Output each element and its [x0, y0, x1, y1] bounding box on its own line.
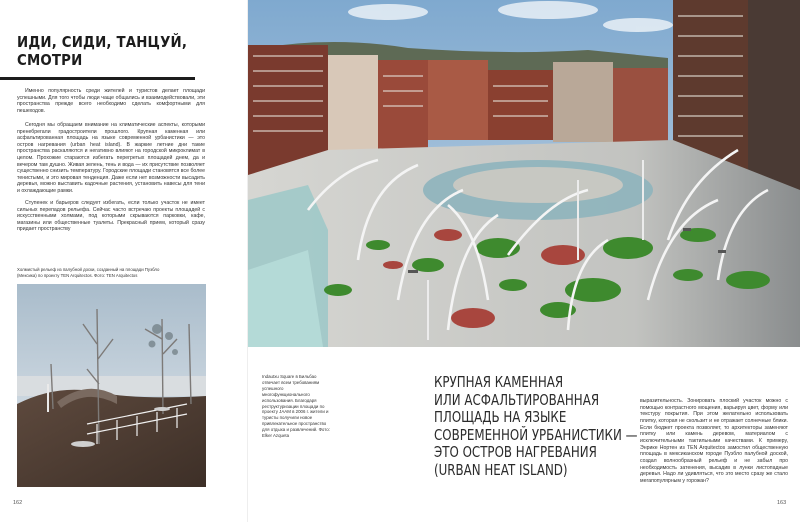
pull-quote-line: КРУПНАЯ КАМЕННАЯ [434, 373, 564, 391]
body-paragraph: выразительность. Зонировать плоский участок можно с помощью контрастного мощения, варьируя цвет, форму или текстуру покрытия. При этом желательно использовать плитку, которая не скользит и не отражает солнечные блики. Если бюджет проекта позволяет, то архитекторы заменяют плитку или камень деревом, материалом с исключительными тактильными качествами. К примеру, Энрике Нортен из TEN Arquitectos замостил общественную площадь в мексиканском городе Пуэбло палубной доской, создал волнообразный рельеф и не забыл про необходимость затенения, высадив в лунки листопадные деревья. Надо ли удивляться, что это место сразу же стало мегапопулярным у горожан? [640, 398, 788, 484]
pull-quote [434, 373, 638, 480]
title-divider [0, 77, 195, 80]
photo-caption: Холмистый рельеф из палубной доски, созданный на площади Пуэбло (Мексика) по проекту TEN Arquitectos. Фото: TEN Arquitectos [17, 267, 160, 278]
body-paragraph [17, 200, 205, 233]
paragraph-text: Именно популярность среди жителей и туристов делает площади успешными. Для того чтобы люди чаще общались и взаимодействовали, эти пространства прежде всего необходимо сделать комфортными для пешеходов. [17, 88, 205, 114]
page-number: 162 [13, 500, 23, 506]
photo-puebla-plaza [17, 284, 206, 487]
photo-caption: Indautxu Square в Бильбао отвечает всем требованиям успешного многофункционального использования. Благодаря реструктуризации площади по проекту JAAM в 2006 г. жители и туристы получили новое привлекательное пространство для отдыха и развлечений. Фото: Elker Azqueta [262, 374, 330, 439]
pull-quote-line: ЭТО ОСТРОВ НАГРЕВАНИЯ [434, 443, 597, 462]
pull-quote-line: ИЛИ АСФАЛЬТИРОВАННАЯ [434, 390, 600, 409]
pull-quote-line: ПЛОЩАДЬ НА ЯЗЫКЕ [434, 408, 567, 427]
paragraph-text: Сегодня мы обращаем внимание на климатические аспекты, которыми пренебрегали градостроители прошлого. Крупная каменная или асфальтированная площадь на языке современной урбанистики — это остров нагревания (urban heat island). В жаркие летние дни такие пространства раскаляются и негативно влияют на городской микроклимат в целом. Прохожие стараются избегать перегретых площадей днем, да и вечером там душно. Живая зелень, тень и вода — их присутствие позволяет существенно снизить температуру. Городские площади становятся все более тенистыми, и это мировая тенденция. Даже если нет возможности высадить деревья, можно выставить кадочные растения, установить навесы для тени и охлаждающие рамки. [17, 122, 205, 194]
page-number: 163 [777, 500, 787, 506]
title-line: ИДИ, СИДИ, ТАНЦУЙ, [17, 33, 188, 51]
body-paragraph [17, 88, 205, 114]
photo-indautxu-square [248, 0, 800, 347]
pull-quote-line: (URBAN HEAT ISLAND) [434, 460, 568, 479]
paragraph-text: Ступенек и барьеров следует избегать, если только участок не имеет сильных перепадов рельефа. Сейчас часто встречаю проекты площадей с искусственными холмами, под которыми скрываются парковки, кафе, магазины или общественные туалеты. Прекрасный прием, который сразу придает пространству [17, 200, 205, 233]
title-line: СМОТРИ [17, 51, 83, 69]
body-paragraph [17, 122, 205, 195]
pull-quote-line: СОВРЕМЕННОЙ УРБАНИСТИКИ — [434, 425, 638, 444]
article-title [17, 33, 189, 69]
